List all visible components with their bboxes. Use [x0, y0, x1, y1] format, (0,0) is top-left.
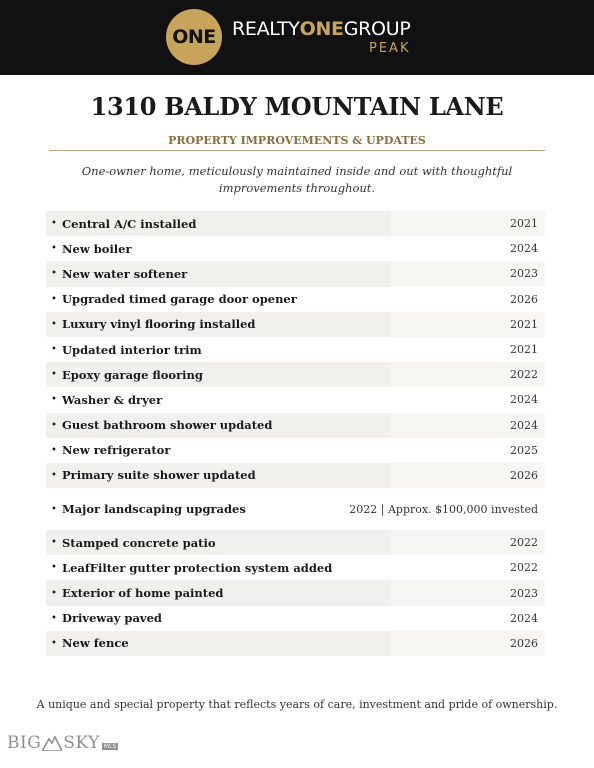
improvement-date: 2023: [510, 586, 538, 600]
improvement-date: 2023: [510, 267, 538, 281]
list-item: [46, 606, 545, 631]
mls-logo-right: SKY: [63, 733, 100, 753]
list-item: [46, 488, 545, 530]
improvement-name: New water softener: [62, 266, 188, 281]
divider: [49, 150, 545, 151]
bullet-icon: •: [51, 562, 57, 574]
header-bar: [0, 0, 594, 75]
improvement-name: Major landscaping upgrades: [62, 502, 246, 517]
brand-subname: PEAK: [369, 41, 411, 56]
list-item: [46, 261, 545, 286]
bullet-icon: •: [51, 444, 57, 456]
improvement-name: Luxury vinyl flooring installed: [62, 317, 256, 332]
bullet-icon: •: [51, 394, 57, 406]
page-title: 1310 BALDY MOUNTAIN LANE: [90, 92, 504, 121]
improvement-name: New fence: [62, 636, 129, 651]
improvement-date: 2021: [510, 217, 538, 231]
improvement-name: Driveway paved: [62, 611, 162, 626]
improvement-name: Stamped concrete patio: [62, 535, 216, 550]
improvement-name: New refrigerator: [62, 443, 171, 458]
improvement-name: Epoxy garage flooring: [62, 367, 203, 382]
mls-badge: MLS: [103, 743, 117, 750]
improvement-date: 2021: [510, 317, 538, 331]
list-item: [46, 236, 545, 261]
improvement-name: Exterior of home painted: [62, 586, 224, 601]
improvement-name: New boiler: [62, 241, 132, 256]
bullet-icon: •: [51, 612, 57, 624]
improvement-date: 2024: [510, 418, 538, 432]
improvement-date: 2026: [510, 468, 538, 482]
bullet-icon: •: [51, 537, 57, 549]
bullet-icon: •: [51, 587, 57, 599]
improvement-date: 2022 | Approx. $100,000 invested: [349, 502, 538, 516]
improvement-date: 2022: [510, 368, 538, 382]
list-item: [46, 580, 545, 605]
bullet-icon: •: [51, 293, 57, 305]
bullet-icon: •: [51, 218, 57, 230]
footer-note: A unique and special property that reflects years of care, investment and pride of ownership.: [36, 698, 558, 711]
improvement-date: 2025: [510, 443, 538, 457]
brand-name-accent: ONE: [299, 18, 344, 40]
improvement-date: 2021: [510, 343, 538, 357]
bullet-icon: •: [51, 369, 57, 381]
improvement-name: LeafFilter gutter protection system added: [62, 560, 333, 575]
list-item: [46, 530, 545, 555]
improvement-date: 2022: [510, 561, 538, 575]
bullet-icon: •: [51, 503, 57, 515]
improvement-date: 2024: [510, 611, 538, 625]
improvement-name: Central A/C installed: [62, 216, 197, 231]
brand-name-part2: GROUP: [343, 18, 411, 40]
bullet-icon: •: [51, 419, 57, 431]
improvement-date: 2024: [510, 393, 538, 407]
improvement-name: Upgraded timed garage door opener: [62, 292, 297, 307]
brand-logo: [166, 9, 410, 65]
list-item: [46, 287, 545, 312]
logo-mark-text: ONE: [172, 26, 216, 48]
mountain-icon: [42, 735, 62, 751]
improvement-name: Washer & dryer: [62, 392, 163, 407]
improvements-list: [46, 211, 545, 656]
page-subtitle: PROPERTY IMPROVEMENTS & UPDATES: [168, 134, 426, 147]
list-item: [46, 555, 545, 580]
bullet-icon: •: [51, 318, 57, 330]
improvement-date: 2026: [510, 292, 538, 306]
bullet-icon: •: [51, 268, 57, 280]
list-item: [46, 211, 545, 236]
improvement-date: 2022: [510, 536, 538, 550]
improvement-date: 2024: [510, 242, 538, 256]
intro-text: One-owner home, meticulously maintained inside and out with thoughtful improvements throughout.: [81, 164, 513, 195]
brand-wordmark: [232, 18, 410, 56]
list-item: [46, 631, 545, 656]
bullet-icon: •: [51, 469, 57, 481]
list-item: [46, 463, 545, 488]
list-item: [46, 387, 545, 412]
logo-circle-mark: [166, 9, 222, 65]
improvement-date: 2026: [510, 636, 538, 650]
list-item: [46, 337, 545, 362]
list-item: [46, 438, 545, 463]
list-item: [46, 312, 545, 337]
list-item: [46, 362, 545, 387]
bullet-icon: •: [51, 243, 57, 255]
brand-name-part1: REALTY: [232, 18, 300, 40]
list-item: [46, 413, 545, 438]
bullet-icon: •: [51, 637, 57, 649]
improvement-name: Guest bathroom shower updated: [62, 418, 273, 433]
mls-logo-left: BIG: [7, 733, 42, 753]
big-sky-mls-logo: [7, 733, 118, 753]
improvement-name: Primary suite shower updated: [62, 468, 256, 483]
improvement-name: Updated interior trim: [62, 342, 202, 357]
brand-name: [232, 18, 410, 40]
bullet-icon: •: [51, 344, 57, 356]
